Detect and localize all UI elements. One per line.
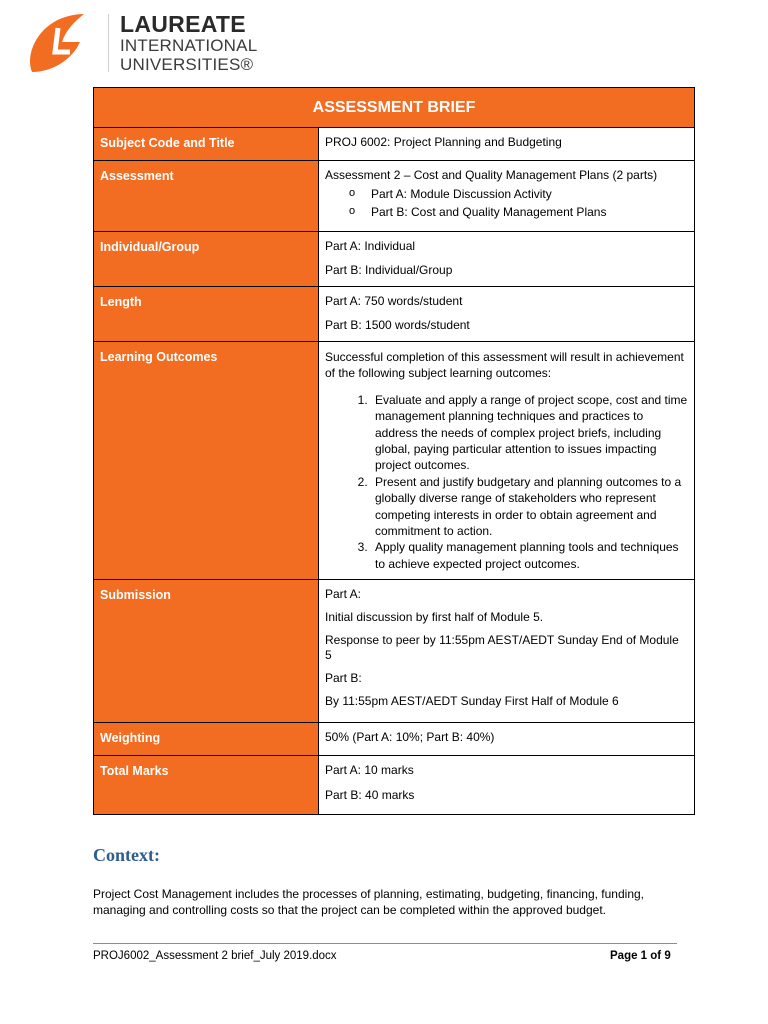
weighting-value: 50% (Part A: 10%; Part B: 40%) [319, 723, 695, 756]
laureate-leaf-icon [24, 12, 92, 74]
subject-label: Subject Code and Title [94, 128, 319, 161]
list-item: 1. Evaluate and apply a range of project scope, cost and time management planning techniques and practices to address the needs of complex project briefs, including global, paying particular attention to issues impacting project outcomes. [371, 392, 688, 474]
assessment-title: Assessment 2 – Cost and Quality Management Plans (2 parts) [325, 168, 658, 182]
length-label: Length [94, 287, 319, 342]
context-body: Project Cost Management includes the processes of planning, estimating, budgeting, financing, funding, managing and controlling costs so that the project can be completed within the approved budget. [93, 887, 645, 917]
group-value [319, 232, 695, 287]
submission-line: Response to peer by 11:55pm AEST/AEDT Sunday End of Module 5 [325, 633, 679, 662]
assessment-brief-table [93, 87, 695, 815]
marks-value [319, 756, 695, 815]
laureate-logo [24, 12, 284, 76]
brief-title: ASSESSMENT BRIEF [94, 88, 695, 128]
length-line: Part B: 1500 words/student [325, 318, 470, 332]
submission-label: Submission [94, 580, 319, 723]
group-line: Part B: Individual/Group [325, 263, 453, 277]
footer-page-number: Page 1 of 9 [610, 950, 671, 962]
table-row [94, 232, 695, 287]
footer-filename: PROJ6002_Assessment 2 brief_July 2019.docx [93, 950, 337, 962]
submission-line: By 11:55pm AEST/AEDT Sunday First Half of Module 6 [325, 694, 619, 708]
logo-line-1: LAUREATE [120, 11, 246, 37]
submission-line: Part A: [325, 587, 362, 601]
outcomes-label: Learning Outcomes [94, 342, 319, 580]
footer-divider [93, 943, 677, 944]
subject-value: PROJ 6002: Project Planning and Budgeting [319, 128, 695, 161]
table-row [94, 580, 695, 723]
logo-divider [108, 14, 109, 72]
list-item: o Part B: Cost and Quality Management Plans [349, 205, 688, 220]
outcomes-value [319, 342, 695, 580]
weighting-label: Weighting [94, 723, 319, 756]
group-line: Part A: Individual [325, 239, 416, 253]
assessment-value [319, 161, 695, 232]
table-row [94, 287, 695, 342]
outcomes-list [325, 392, 688, 572]
outcomes-intro: Successful completion of this assessment will result in achievement of the following subject learning outcomes: [325, 350, 684, 381]
list-item: o Part A: Module Discussion Activity [349, 187, 688, 202]
logo-line-3: UNIVERSITIES® [120, 55, 254, 74]
length-line: Part A: 750 words/student [325, 294, 463, 308]
logo-wordmark [120, 12, 257, 74]
table-row [94, 756, 695, 815]
marks-label: Total Marks [94, 756, 319, 815]
list-item: 3. Apply quality management planning tools and techniques to achieve expected project outcomes. [371, 539, 688, 572]
marks-line: Part B: 40 marks [325, 788, 415, 802]
table-row [94, 161, 695, 232]
marks-line: Part A: 10 marks [325, 763, 414, 777]
length-value [319, 287, 695, 342]
submission-line: Part B: [325, 671, 362, 685]
submission-line: Initial discussion by first half of Module 5. [325, 610, 544, 624]
group-label: Individual/Group [94, 232, 319, 287]
table-row [94, 128, 695, 161]
assessment-label: Assessment [94, 161, 319, 232]
assessment-parts-list [349, 187, 688, 220]
context-heading: Context: [93, 845, 160, 865]
submission-value [319, 580, 695, 723]
logo-line-2: INTERNATIONAL [120, 36, 258, 55]
table-row [94, 723, 695, 756]
list-item: 2. Present and justify budgetary and planning outcomes to a globally diverse range of stakeholders who represent competing interests in order to obtain agreement and commitment to action. [371, 474, 688, 540]
table-row [94, 342, 695, 580]
